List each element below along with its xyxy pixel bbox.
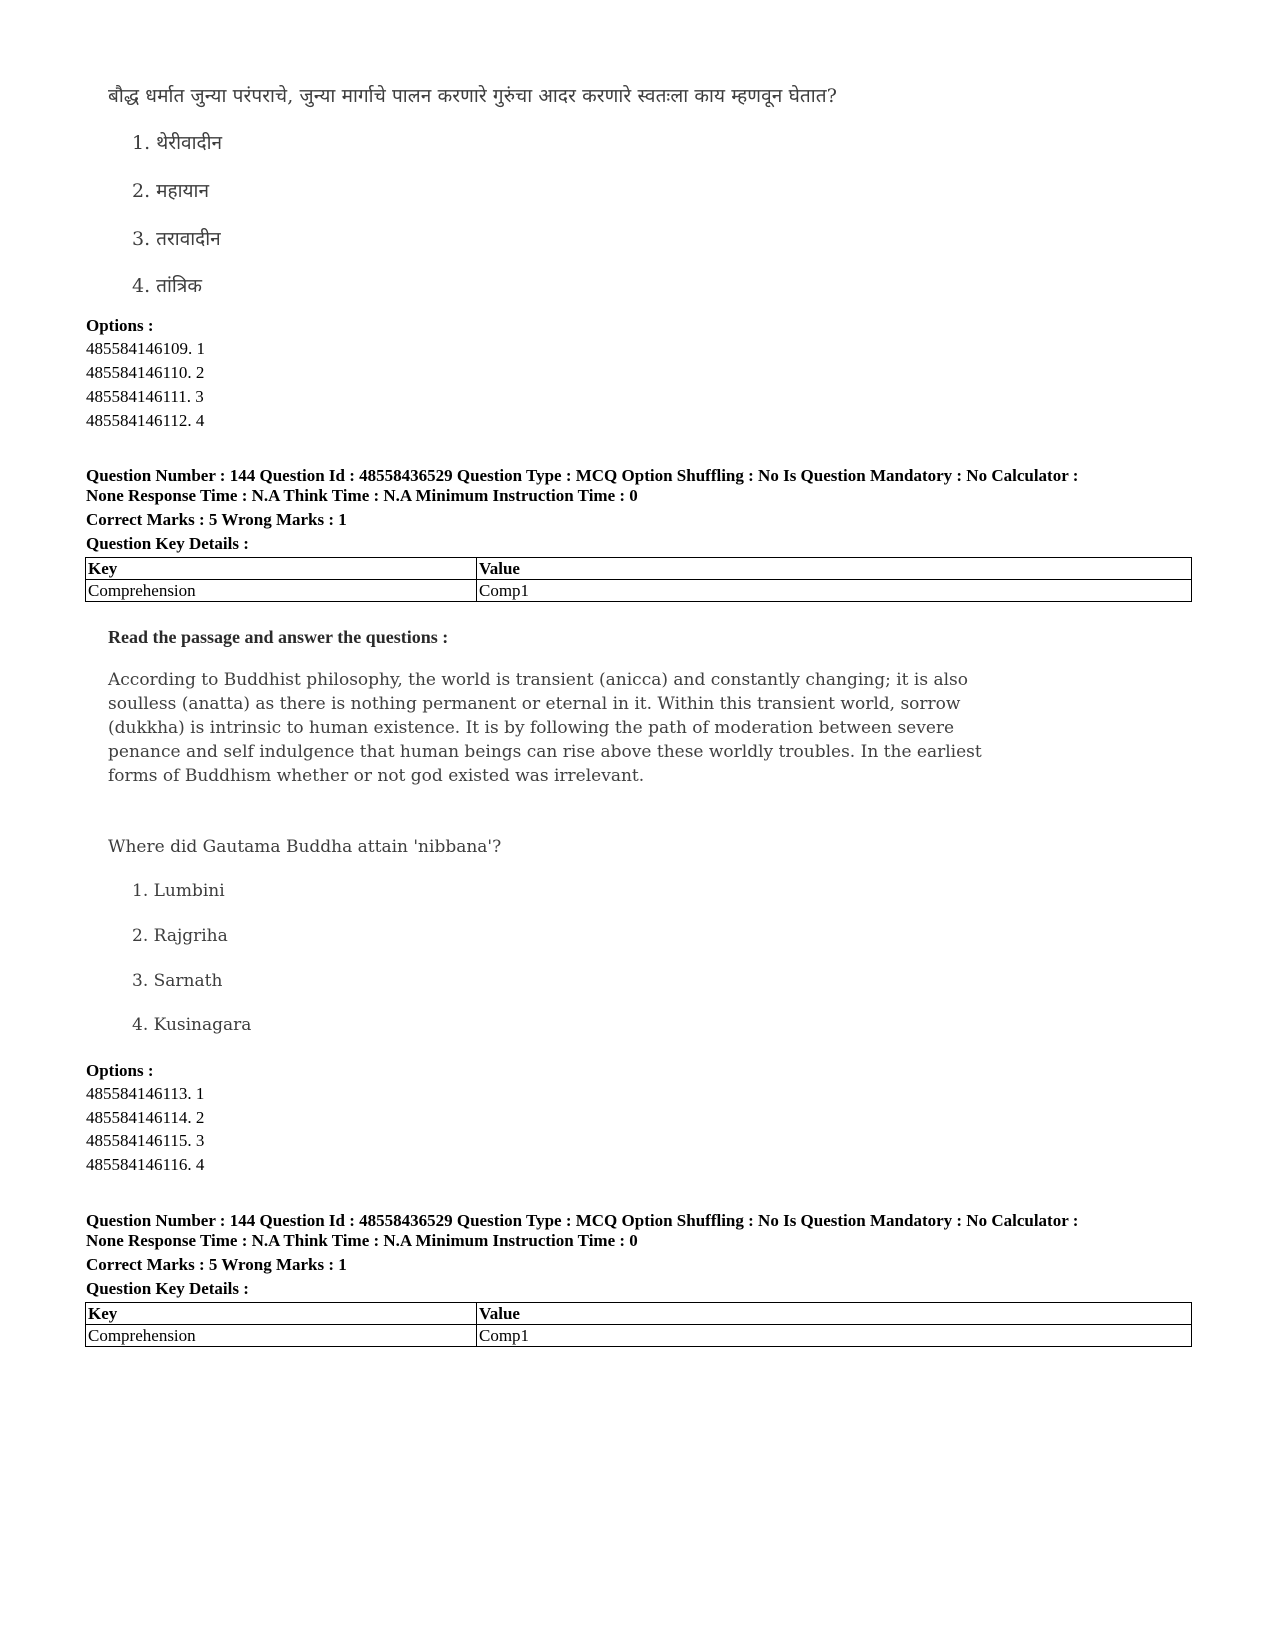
question-text-marathi: बौद्ध धर्मात जुन्या परंपराचे, जुन्या मार्गाचे पालन करणारे गुरुंचा आदर करणारे स्वतःला काय म्हणवून घेतात?	[108, 85, 837, 107]
marks-line: Correct Marks : 5 Wrong Marks : 1	[86, 510, 347, 529]
table-row	[86, 580, 1192, 602]
option-id-4: 485584146112. 4	[86, 411, 205, 430]
table-cell-key: Comprehension	[86, 580, 477, 602]
table-header-value: Value	[477, 558, 1192, 580]
table-header-value: Value	[477, 1303, 1192, 1325]
passage-text: According to Buddhist philosophy, the world is transient (anicca) and constantly changing; it is also soulless (anatta) as there is nothing permanent or eternal in it. Within this transient world, sorrow (dukkha) is intrinsic to human existence. It is by following the path of moderation between severe penance and self indulgence that human beings can rise above these worldly troubles. In the earliest forms of Buddhism whether or not god existed was irrelevant.	[108, 670, 982, 786]
key-details-table	[85, 1302, 1192, 1347]
choice-4: 4. Kusinagara	[132, 1015, 252, 1035]
options-label: Options :	[86, 1061, 154, 1080]
key-details-label: Question Key Details :	[86, 534, 249, 553]
table-header-row	[86, 558, 1192, 580]
choice-2: 2. Rajgriha	[132, 926, 228, 946]
choice-1: 1. थेरीवादीन	[132, 132, 223, 154]
key-details-table	[85, 557, 1192, 602]
marks-line: Correct Marks : 5 Wrong Marks : 1	[86, 1255, 347, 1274]
option-id-2: 485584146110. 2	[86, 363, 205, 382]
table-cell-key: Comprehension	[86, 1325, 477, 1347]
question-meta-line2: None Response Time : N.A Think Time : N.A Minimum Instruction Time : 0	[86, 1231, 638, 1250]
table-header-row	[86, 1303, 1192, 1325]
options-label: Options :	[86, 316, 154, 335]
option-id-3: 485584146111. 3	[86, 387, 204, 406]
table-row	[86, 1325, 1192, 1347]
table-cell-value: Comp1	[477, 1325, 1192, 1347]
key-details-label: Question Key Details :	[86, 1279, 249, 1298]
choice-3: 3. Sarnath	[132, 971, 223, 991]
option-id-3: 485584146115. 3	[86, 1131, 205, 1150]
choice-4: 4. तांत्रिक	[132, 275, 202, 297]
question-meta-line1: Question Number : 144 Question Id : 48558436529 Question Type : MCQ Option Shuffling : No Is Question Mandatory : No Calculator :	[86, 1211, 1079, 1230]
question-meta-line2: None Response Time : N.A Think Time : N.A Minimum Instruction Time : 0	[86, 486, 638, 505]
table-header-key: Key	[86, 1303, 477, 1325]
table-header-key: Key	[86, 558, 477, 580]
option-id-2: 485584146114. 2	[86, 1108, 205, 1127]
question-text: Where did Gautama Buddha attain 'nibbana'?	[108, 837, 502, 857]
passage-title: Read the passage and answer the questions :	[108, 627, 449, 647]
option-id-1: 485584146109. 1	[86, 339, 205, 358]
choice-2: 2. महायान	[132, 180, 210, 202]
choice-1: 1. Lumbini	[132, 881, 225, 901]
choice-3: 3. तरावादीन	[132, 228, 221, 250]
option-id-4: 485584146116. 4	[86, 1155, 205, 1174]
question-meta-line1: Question Number : 144 Question Id : 48558436529 Question Type : MCQ Option Shuffling : No Is Question Mandatory : No Calculator :	[86, 466, 1079, 485]
table-cell-value: Comp1	[477, 580, 1192, 602]
option-id-1: 485584146113. 1	[86, 1084, 205, 1103]
